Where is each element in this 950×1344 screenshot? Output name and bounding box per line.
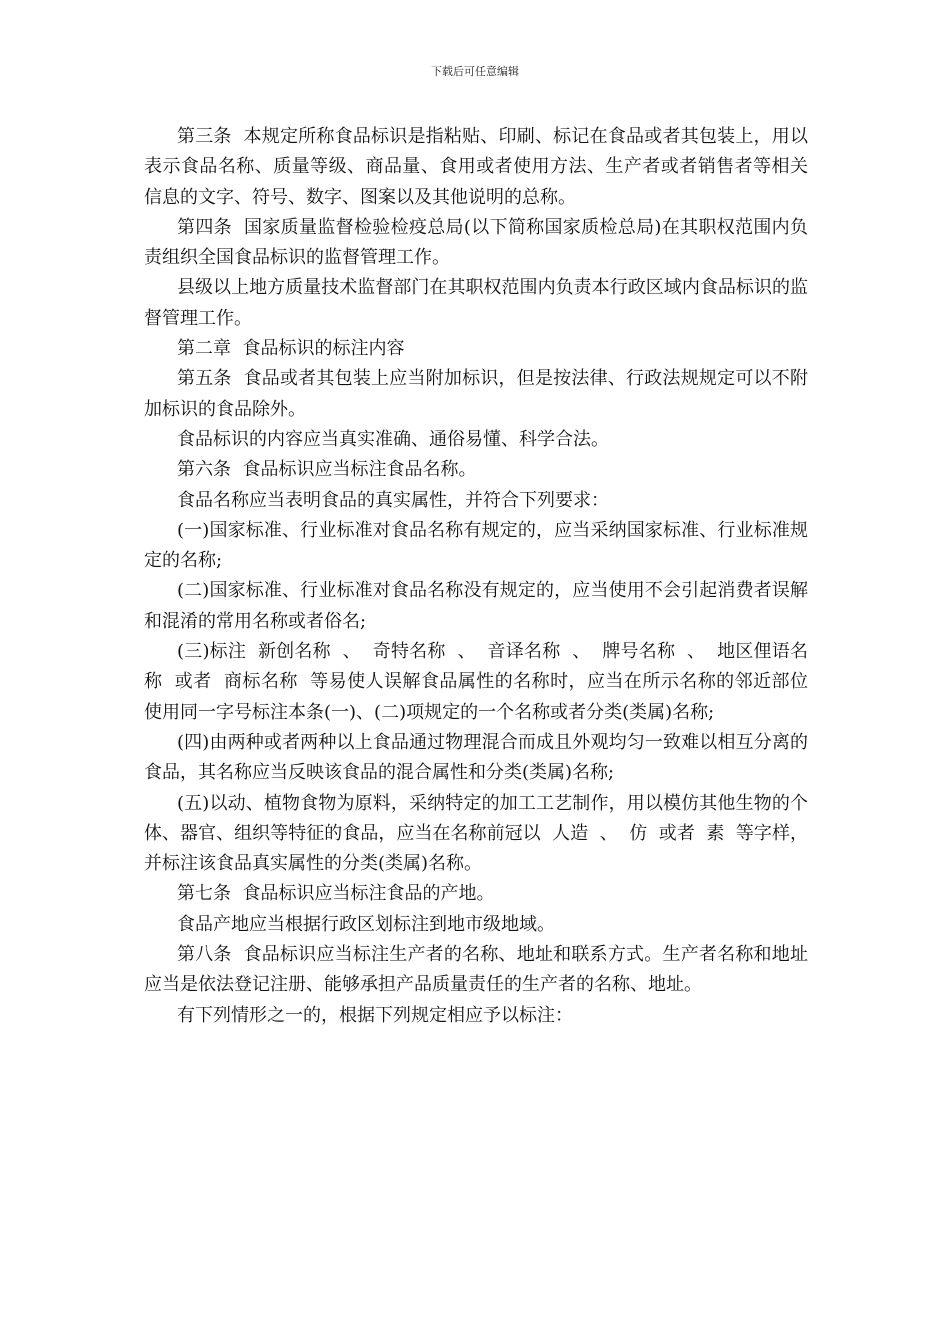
list-item-4: (四)由两种或者两种以上食品通过物理混合而成且外观均匀一致难以相互分离的食品，其名称应当反映该食品的混合属性和分类(类属)名称; [144,731,808,784]
paragraph-article-8: 第八条 食品标识应当标注生产者的名称、地址和联系方式。生产者名称和地址应当是依法登记注册、能够承担产品质量责任的生产者的名称、地址。 [144,944,808,996]
list-item-2: (二)国家标准、行业标准对食品名称没有规定的，应当使用不会引起消费者误解和混淆的常用名称或者俗名; [144,580,808,632]
list-item-5: (五)以动、植物食物为原料，采纳特定的加工工艺制作，用以模仿其他生物的个体、器官、组织等特征的食品，应当在名称前冠以 人造 、 仿 或者 素 等字样，并标注该食品真实属性的分类(类属)名称。 [144,792,808,875]
page-header: 下载后可任意编辑 [431,65,519,78]
chapter-heading-2: 第二章 食品标识的标注内容 [177,338,405,360]
paragraph-label-content: 食品标识的内容应当真实准确、通俗易懂、科学合法。 [177,428,609,450]
paragraph-situations: 有下列情形之一的，根据下列规定相应予以标注： [177,1004,573,1026]
document-body [144,122,808,1031]
paragraph-local-supervision: 县级以上地方质量技术监督部门在其职权范围内负责本行政区域内食品标识的监督管理工作。 [144,277,808,329]
paragraph-article-4: 第四条 国家质量监督检验检疫总局(以下简称国家质检总局)在其职权范围内负责组织全国食品标识的监督管理工作。 [144,216,808,269]
paragraph-article-7: 第七条 食品标识应当标注食品的产地。 [177,883,495,905]
list-item-1: (一)国家标准、行业标准对食品名称有规定的，应当采纳国家标准、行业标准规定的名称; [144,519,808,572]
list-item-3: (三)标注 新创名称 、 奇特名称 、 音译名称 、 牌号名称 、 地区俚语名称 或者 商标名称 等易使人误解食品属性的名称时，应当在所示名称的邻近部位使用同一字号标注本条(一)、(二)项规定的一个名称或者分类(类属)名称; [144,641,808,723]
paragraph-article-5: 第五条 食品或者其包装上应当附加标识，但是按法律、行政法规规定可以不附加标识的食品除外。 [144,368,808,420]
paragraph-article-6: 第六条 食品标识应当标注食品名称。 [177,459,477,481]
paragraph-name-requirements: 食品名称应当表明食品的真实属性，并符合下列要求： [177,489,609,511]
paragraph-article-3: 第三条 本规定所称食品标识是指粘贴、印刷、标记在食品或者其包装上，用以表示食品名称、质量等级、商品量、食用或者使用方法、生产者或者销售者等相关信息的文字、符号、数字、图案以及其他说明的总称。 [144,126,808,208]
paragraph-origin: 食品产地应当根据行政区划标注到地市级地域。 [177,913,555,935]
